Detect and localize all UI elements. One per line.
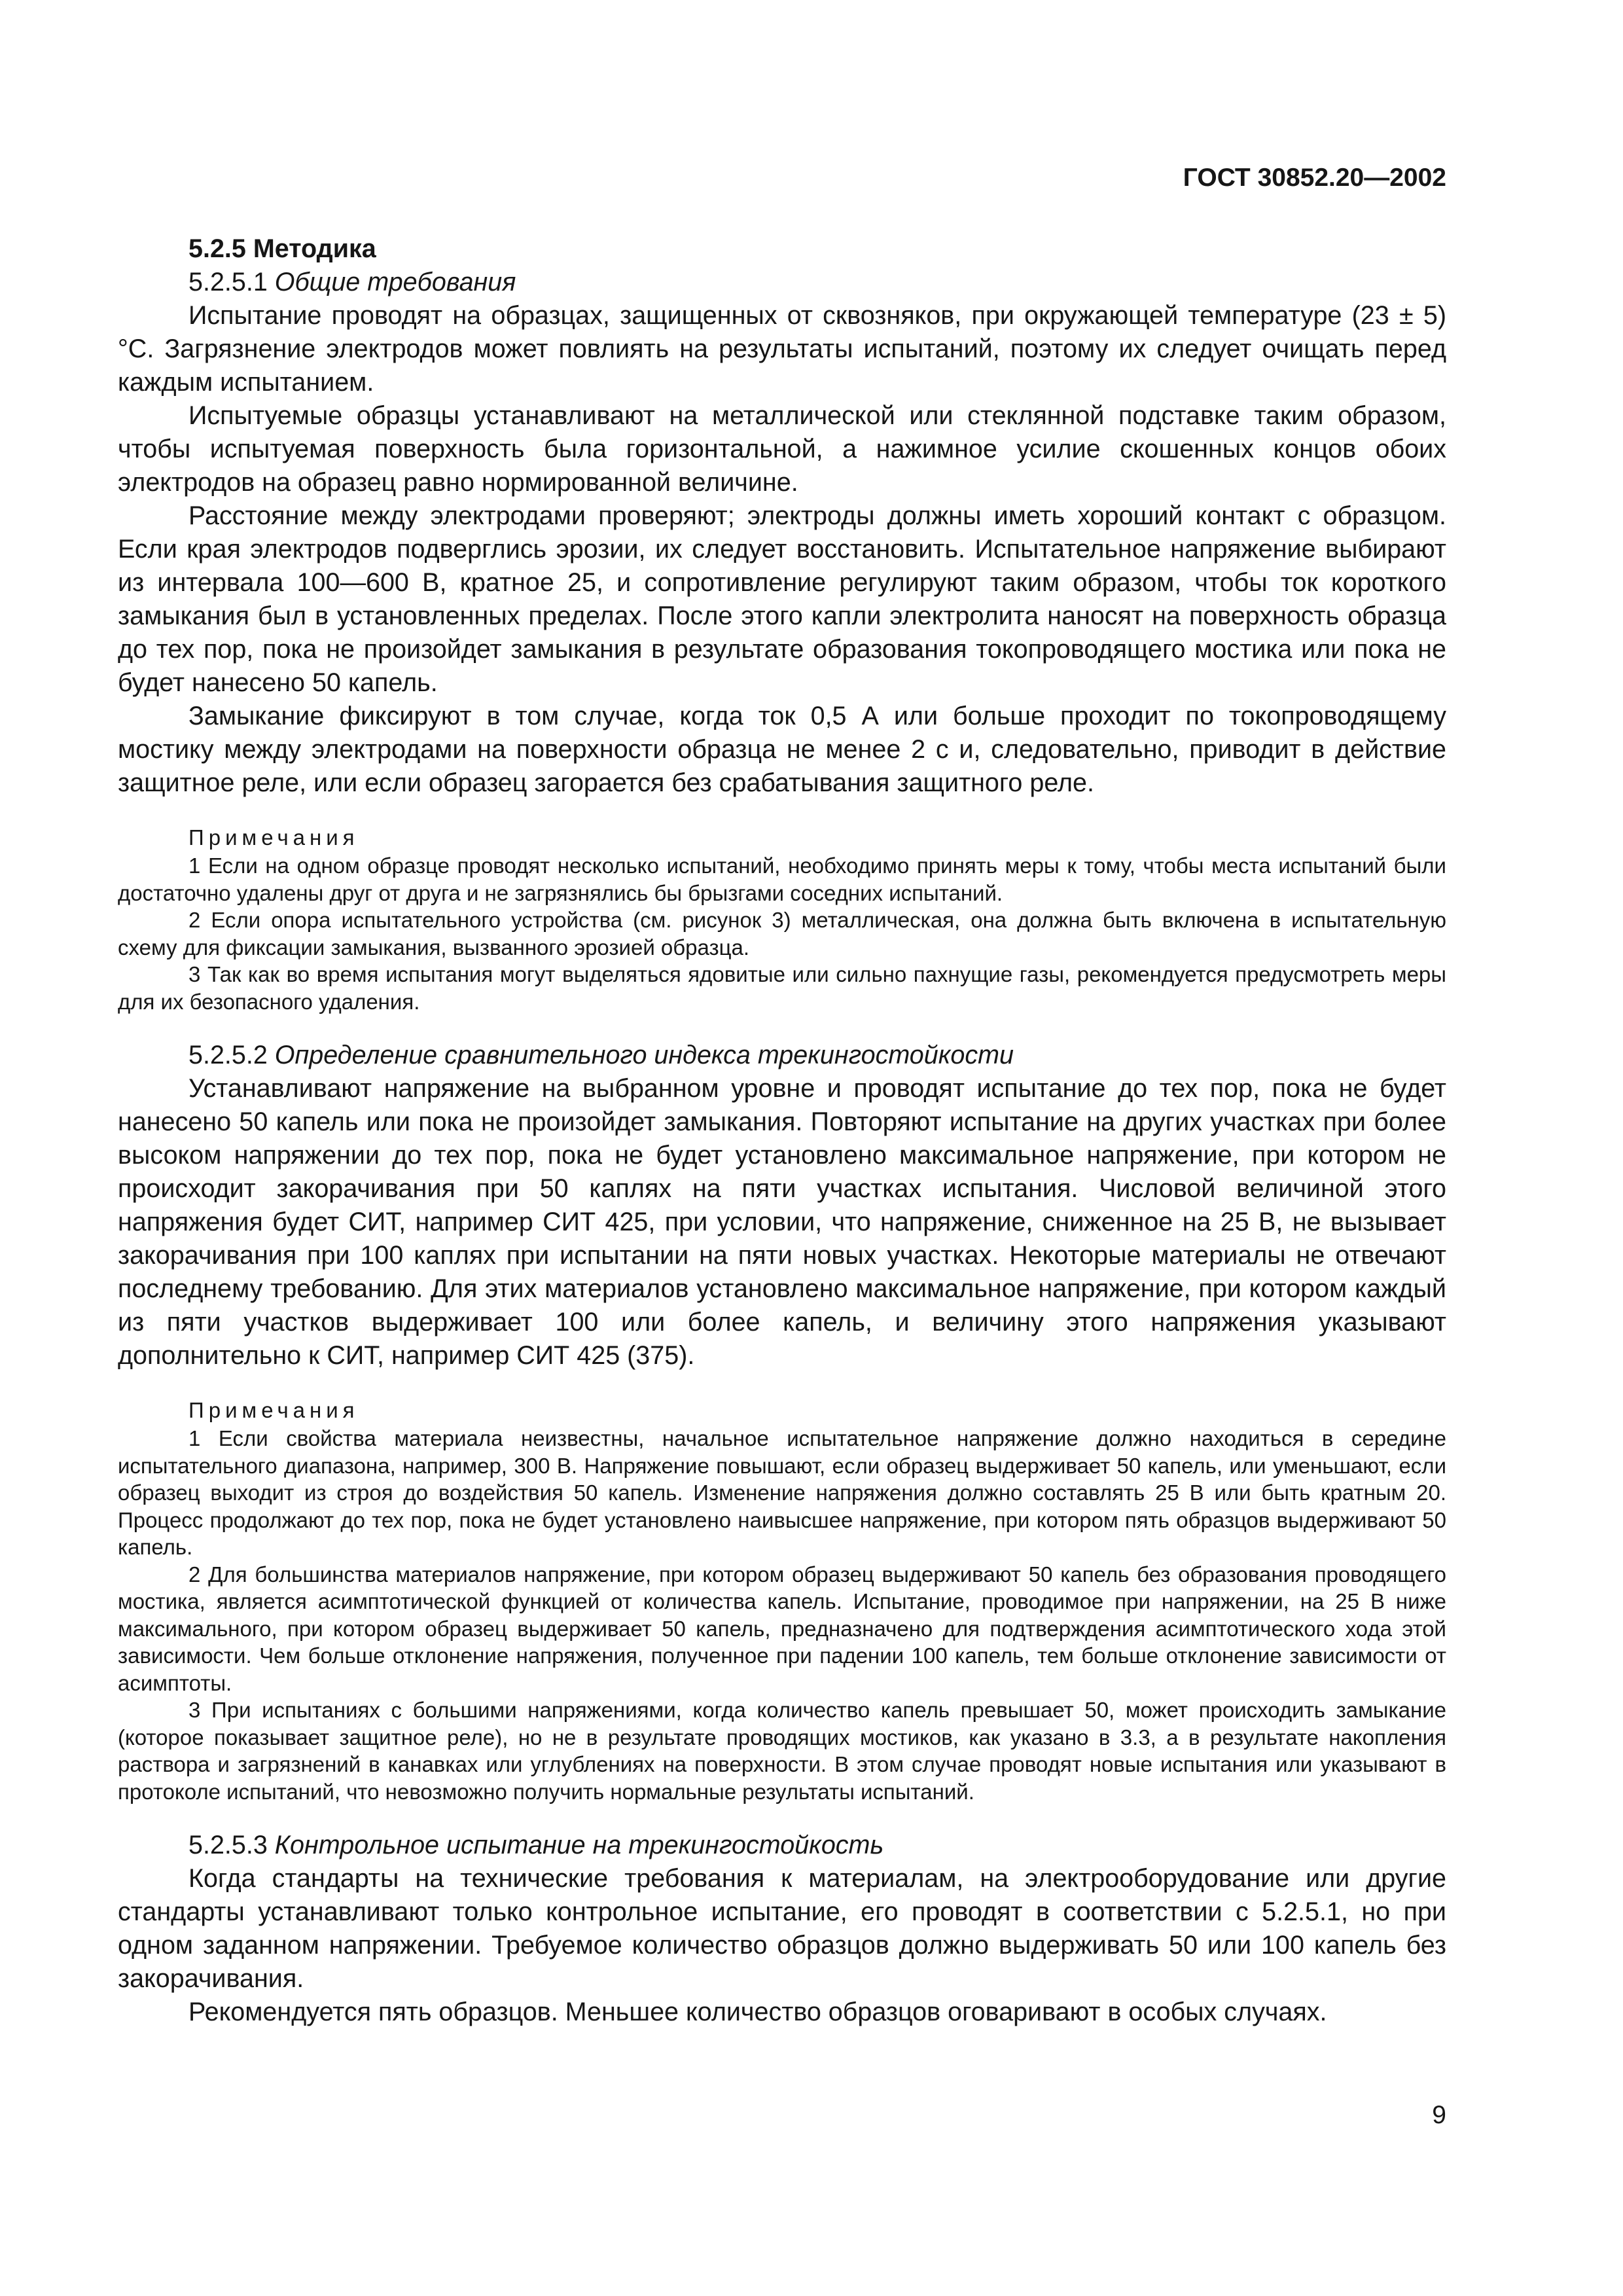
notes-heading: Примечания — [188, 1398, 359, 1422]
page-number: 9 — [1432, 2101, 1446, 2129]
subsection-heading-5-2-5-3 — [118, 1829, 1446, 1862]
paragraph: Рекомендуется пять образцов. Меньшее количество образцов оговаривают в особых случаях. — [188, 1998, 1327, 2026]
section-title: Методика — [253, 234, 376, 263]
paragraph: Испытуемые образцы устанавливают на металлической или стеклянной подставке таким образом, чтобы испытуемая поверхность была горизонтальной, а нажимное усилие скошенных концов обоих электродов на образец равно нормированной величине. — [118, 401, 1446, 497]
note-item: 1 Если на одном образце проводят несколько испытаний, необходимо принять меры к тому, чтобы места испытаний были достаточно удалены друг от друга и не загрязнялись бы брызгами соседних испытаний. — [118, 853, 1446, 905]
page-content — [118, 232, 1446, 2029]
subsection-number: 5.2.5.2 — [188, 1041, 268, 1069]
note-item: 2 Для большинства материалов напряжение, при котором образец выдерживают 50 капель без образования проводящего мостика, является асимптотической функцией от количества капель. Испытание, проводимое при напряжении, на 25 В ниже максимального, при котором образец выдерживает 50 капель, предназначено для подтверждения асимптотического хода этой зависимости. Чем больше отклонение напряжения, полученное при падении 100 капель, тем больше отклонение зависимости от асимптоты. — [118, 1562, 1446, 1695]
subsection-title: Определение сравнительного индекса трекингостойкости — [274, 1041, 1014, 1069]
paragraph: Расстояние между электродами проверяют; электроды должны иметь хороший контакт с образцом. Если края электродов подверглись эрозии, их следует восстановить. Испытательное напряжение выбирают из интервала 100—600 В, кратное 25, и сопротивление регулируют таким образом, чтобы ток короткого замыкания был в установленных пределах. После этого капли электролита наносят на поверхность образца до тех пор, пока не произойдет замыкания в результате образования токопроводящего мостика или пока не будет нанесено 50 капель. — [118, 501, 1446, 697]
paragraph: Когда стандарты на технические требования к материалам, на электрооборудование или другие стандарты устанавливают только контрольное испытание, его проводят в соответствии с 5.2.5.1, но при одном заданном напряжении. Требуемое количество образцов должно выдерживать 50 или 100 капель без закорачивания. — [118, 1864, 1446, 1993]
subsection-heading-5-2-5-2 — [118, 1039, 1446, 1072]
subsection-heading-5-2-5-1 — [118, 266, 1446, 299]
subsection-title: Общие требования — [274, 268, 516, 296]
note-item: 3 При испытаниях с большими напряжениями, когда количество капель превышает 50, может происходить замыкание (которое показывает защитное реле), но не в результате проводящих мостиков, как указано в 3.3, а в результате накопления раствора и загрязнений в канавках или углублениях на поверхности. В этом случае проводят новые испытания или указывают в протоколе испытаний, что невозможно получить нормальные результаты испытаний. — [118, 1698, 1446, 1804]
note-item: 2 Если опора испытательного устройства (см. рисунок 3) металлическая, она должна быть включена в испытательную схему для фиксации замыкания, вызванного эрозией образца. — [118, 908, 1446, 960]
subsection-title: Контрольное испытание на трекингостойкость — [274, 1831, 884, 1859]
subsection-number: 5.2.5.1 — [188, 268, 268, 296]
section-heading-5-2-5 — [118, 232, 1446, 266]
document-id-header: ГОСТ 30852.20—2002 — [1183, 164, 1446, 192]
paragraph: Устанавливают напряжение на выбранном уровне и проводят испытание до тех пор, пока не будет нанесено 50 капель или пока не произойдет замыкания. Повторяют испытание на других участках при более высоком напряжении до тех пор, пока не будет установлено максимальное напряжение, при котором не происходит закорачивания при 50 каплях на пяти участках испытания. Числовой величиной этого напряжения будет СИТ, например СИТ 425, при условии, что напряжение, сниженное на 25 В, не вызывает закорачивания при 100 каплях при испытании на пяти новых участках. Некоторые материалы не отвечают последнему требованию. Для этих материалов установлено максимальное напряжение, при котором каждый из пяти участков выдерживает 100 или более капель, и величину этого напряжения указывают дополнительно к СИТ, например СИТ 425 (375). — [118, 1074, 1446, 1370]
paragraph: Испытание проводят на образцах, защищенных от сквозняков, при окружающей температуре (23 ± 5) °С. Загрязнение электродов может повлиять на результаты испытаний, поэтому их следует очищать перед каждым испытанием. — [118, 301, 1446, 397]
notes-heading: Примечания — [188, 825, 359, 850]
subsection-number: 5.2.5.3 — [188, 1831, 268, 1859]
note-item: 3 Так как во время испытания могут выделяться ядовитые или сильно пахнущие газы, рекомендуется предусмотреть меры для их безопасного удаления. — [118, 962, 1446, 1014]
paragraph: Замыкание фиксируют в том случае, когда ток 0,5 А или больше проходит по токопроводящему мостику между электродами на поверхности образца не менее 2 с и, следовательно, приводит в действие защитное реле, или если образец загорается без срабатывания защитного реле. — [118, 702, 1446, 797]
note-item: 1 Если свойства материала неизвестны, начальное испытательное напряжение должно находиться в середине испытательного диапазона, например, 300 В. Напряжение повышают, если образец выдерживает 50 капель, или уменьшают, если образец выходит из строя до воздействия 50 капель. Изменение напряжения должно составлять 25 В или быть кратным 20. Процесс продолжают до тех пор, пока не будет установлено наивысшее напряжение, при котором пять образцов выдерживают 50 капель. — [118, 1426, 1446, 1559]
section-number: 5.2.5 — [188, 234, 246, 263]
